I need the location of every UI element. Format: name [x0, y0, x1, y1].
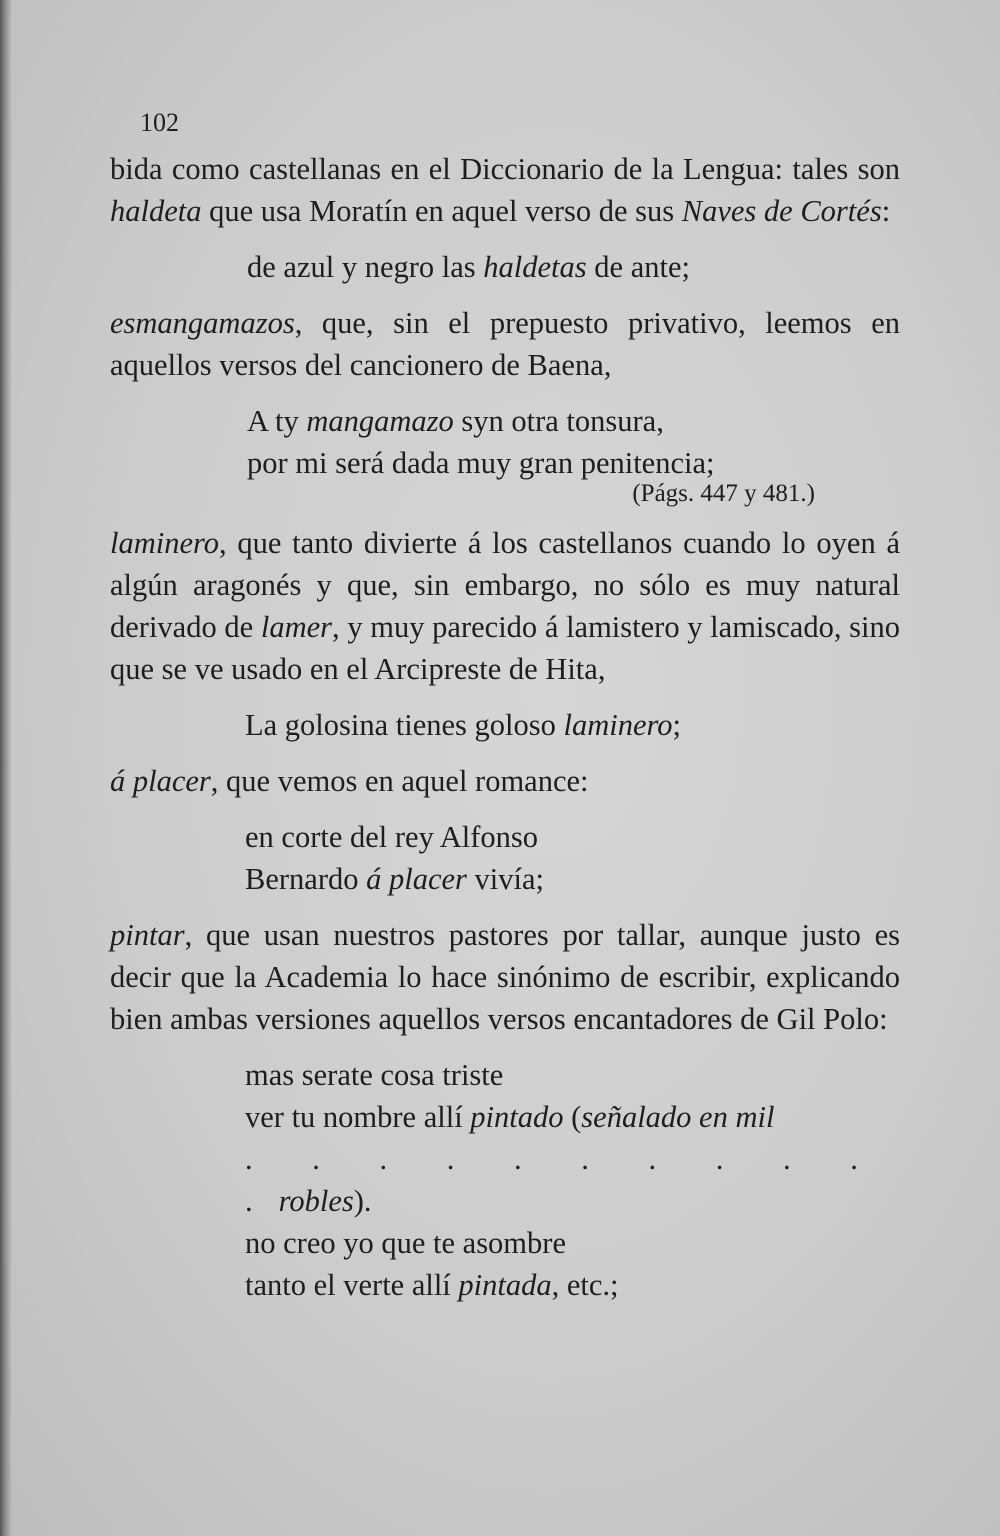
verse-5-line-5	[245, 1264, 900, 1306]
p3-italic-lamer: lamer	[260, 610, 333, 644]
v2-l1-italic: mangamazo	[306, 404, 454, 438]
p1-text-c: :	[881, 194, 891, 228]
verse-4	[110, 816, 900, 900]
paragraph-1	[110, 148, 900, 232]
v5-l3-italic: robles	[278, 1184, 354, 1218]
verse-2-line-1	[247, 400, 900, 442]
v1-text-a: de azul y negro las	[247, 250, 484, 284]
page-body	[110, 148, 900, 1320]
verse-5-line-4: no creo yo que te asombre	[245, 1226, 566, 1260]
verse-2-reference: (Págs. 447 y 481.)	[632, 480, 815, 507]
p5-italic: pintar	[110, 918, 185, 952]
v5-ellipsis-dots: . . . . . . . . . . .	[245, 1142, 884, 1218]
verse-5	[110, 1054, 900, 1306]
v4-l2-a: Bernardo	[245, 862, 367, 896]
p4-text: , que vemos en aquel romance:	[210, 764, 589, 798]
p2-text: , que, sin el prepuesto privativo, leemos en aquellos versos del cancionero de Baena,	[110, 306, 900, 382]
p3-text-a: , que tanto divierte á los castellanos cuando lo oyen á algún aragonés y que, sin embargo, no sólo es muy natural derivado de	[110, 526, 900, 644]
verse-1-line	[247, 246, 900, 288]
p1-text-a: bida como castellanas en el Diccionario de la Lengua: tales son	[110, 152, 900, 186]
v5-l5-italic: pintada	[458, 1268, 552, 1302]
v5-l3-b: ).	[353, 1184, 372, 1218]
paragraph-2	[110, 302, 900, 386]
v5-l2-italic: pintado	[470, 1100, 564, 1134]
v5-l5-b: , etc.;	[551, 1268, 619, 1302]
verse-2-line-2: por mi será dada muy gran penitencia;	[247, 446, 715, 480]
p1-italic-naves: Naves de Cortés	[681, 194, 882, 228]
v5-l2-italic-2: señalado en mil	[581, 1100, 775, 1134]
v5-l5-a: tanto el verte allí	[245, 1268, 459, 1302]
p2-italic: esmangamazos	[110, 306, 295, 340]
v1-text-b: de ante;	[586, 250, 690, 284]
v2-l1-b: syn otra tonsura,	[453, 404, 664, 438]
v2-l1-a: A ty	[247, 404, 307, 438]
verse-5-line-2	[245, 1096, 900, 1138]
paragraph-4	[110, 760, 900, 802]
verse-2	[110, 400, 900, 484]
page-number: 102	[140, 108, 179, 137]
v5-l2-b: (	[563, 1100, 582, 1134]
p1-italic-haldeta: haldeta	[110, 194, 202, 228]
p3-text-b: , y muy parecido á lamistero y lamiscado, sino que se ve usado en el Arcipreste de Hita,	[110, 610, 900, 686]
verse-4-line-1: en corte del rey Alfonso	[245, 820, 539, 854]
p4-italic: á placer	[110, 764, 211, 798]
paragraph-5	[110, 914, 900, 1040]
p1-text-b: que usa Moratín en aquel verso de sus	[201, 194, 682, 228]
verse-1	[110, 246, 900, 288]
verse-3-line	[245, 704, 900, 746]
v4-l2-italic: á placer	[366, 862, 467, 896]
verse-3	[110, 704, 900, 746]
v3-text-b: ;	[672, 708, 681, 742]
v5-l3-end	[279, 1184, 372, 1218]
verse-5-line-3	[245, 1138, 900, 1222]
v1-italic: haldetas	[483, 250, 587, 284]
v5-l2-a: ver tu nombre allí	[245, 1100, 471, 1134]
v4-l2-b: vivía;	[466, 862, 544, 896]
verse-4-line-2	[245, 858, 900, 900]
page-edge-shadow	[0, 0, 12, 1536]
v3-italic: laminero	[563, 708, 673, 742]
p5-text: , que usan nuestros pastores por tallar, aunque justo es decir que la Academia lo hace sinónimo de escribir, explicando bien ambas versiones aquellos versos encantadores de Gil Polo:	[110, 918, 900, 1036]
verse-5-line-1: mas serate cosa triste	[245, 1058, 504, 1092]
p3-italic-laminero: laminero	[110, 526, 219, 560]
paragraph-3	[110, 522, 900, 690]
v3-text-a: La golosina tienes goloso	[245, 708, 564, 742]
